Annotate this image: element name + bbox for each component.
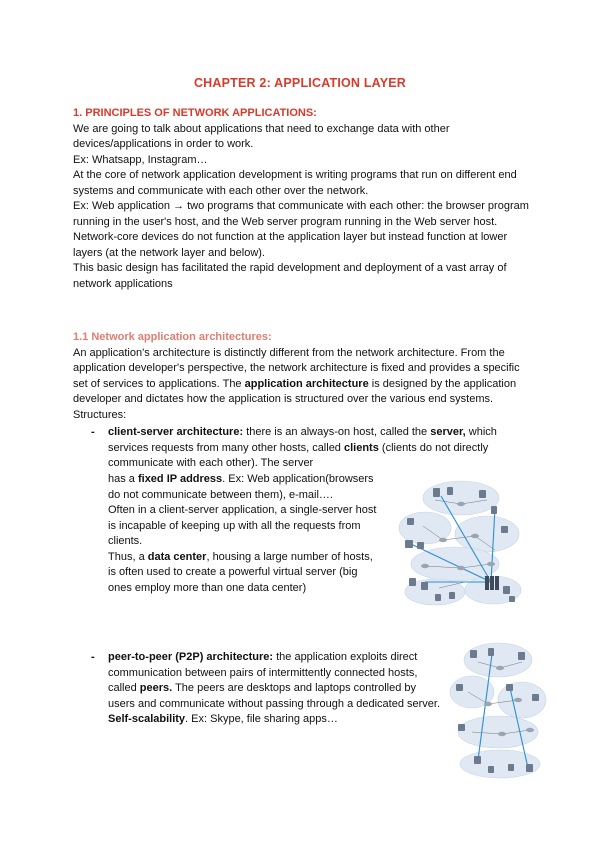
paragraph: Ex: Web application → two programs that communicate with each other: the browser program running in the user's host, and the Web server program running in the Web server host. <box>73 200 529 228</box>
paragraph: Network-core devices do not function at the application layer but instead function at lower layers (at the network layer and below). <box>73 231 508 259</box>
client-server-bullet: client-server architecture: there is an always-on host, called the server, which services requests from many other hosts, called clients (clients do not directly communicate with each other). The server <box>108 426 497 469</box>
bullet-dash: - <box>91 651 95 663</box>
chapter-title: CHAPTER 2: APPLICATION LAYER <box>193 76 407 90</box>
paragraph: This basic design has facilitated the rapid development and deployment of a vast array of network applications <box>73 262 507 290</box>
section-1-heading: 1. PRINCIPLES OF NETWORK APPLICATIONS: <box>73 107 317 119</box>
client-server-network-figure <box>395 478 527 608</box>
network-cloud <box>450 643 546 778</box>
paragraph: An application's architecture is distinctly different from the network architecture. From the application developer's perspective, the network architecture is fixed and provides a specific set of services to applications. The application architecture is designed by the application developer and dictates how the application is structured over the various end systems. Structures: <box>73 346 520 421</box>
section-1-1 <box>73 330 533 423</box>
p2p-term: peer-to-peer (P2P) architecture: <box>108 651 274 663</box>
section-1-1-heading: 1.1 Network application architectures: <box>73 331 272 343</box>
paragraph: At the core of network application development is writing programs that run on different end systems and communicate with each other over the network. <box>73 169 517 197</box>
section-1 <box>73 106 533 292</box>
paragraph: We are going to talk about applications that need to exchange data with other devices/applications in order to work. <box>73 122 450 150</box>
p2p-network-figure <box>448 640 548 782</box>
server-rack <box>485 576 499 590</box>
client-server-term: client-server architecture: <box>108 426 244 438</box>
bullet-dash: - <box>91 426 95 438</box>
p2p-bullet: peer-to-peer (P2P) architecture: the application exploits direct communication between pairs of intermittently connected hosts, called peers. The peers are desktops and laptops controlled by users and communicate without passing through a dedicated server. Self-scalability. Ex: Skype, file sharing apps… <box>108 651 441 725</box>
paragraph: Ex: Whatsapp, Instagram… <box>73 153 208 166</box>
client-server-bullet-cont: has a fixed IP address. Ex: Web application(browsers do not communicate between them), e-mail…. Often in a client-server application, a single-server host is incapable of keeping up with all the requests from clients. Thus, a data center, housing a large number of hosts, is often used to create a powerful virtual server (big ones employ more than one data center) <box>108 473 377 594</box>
